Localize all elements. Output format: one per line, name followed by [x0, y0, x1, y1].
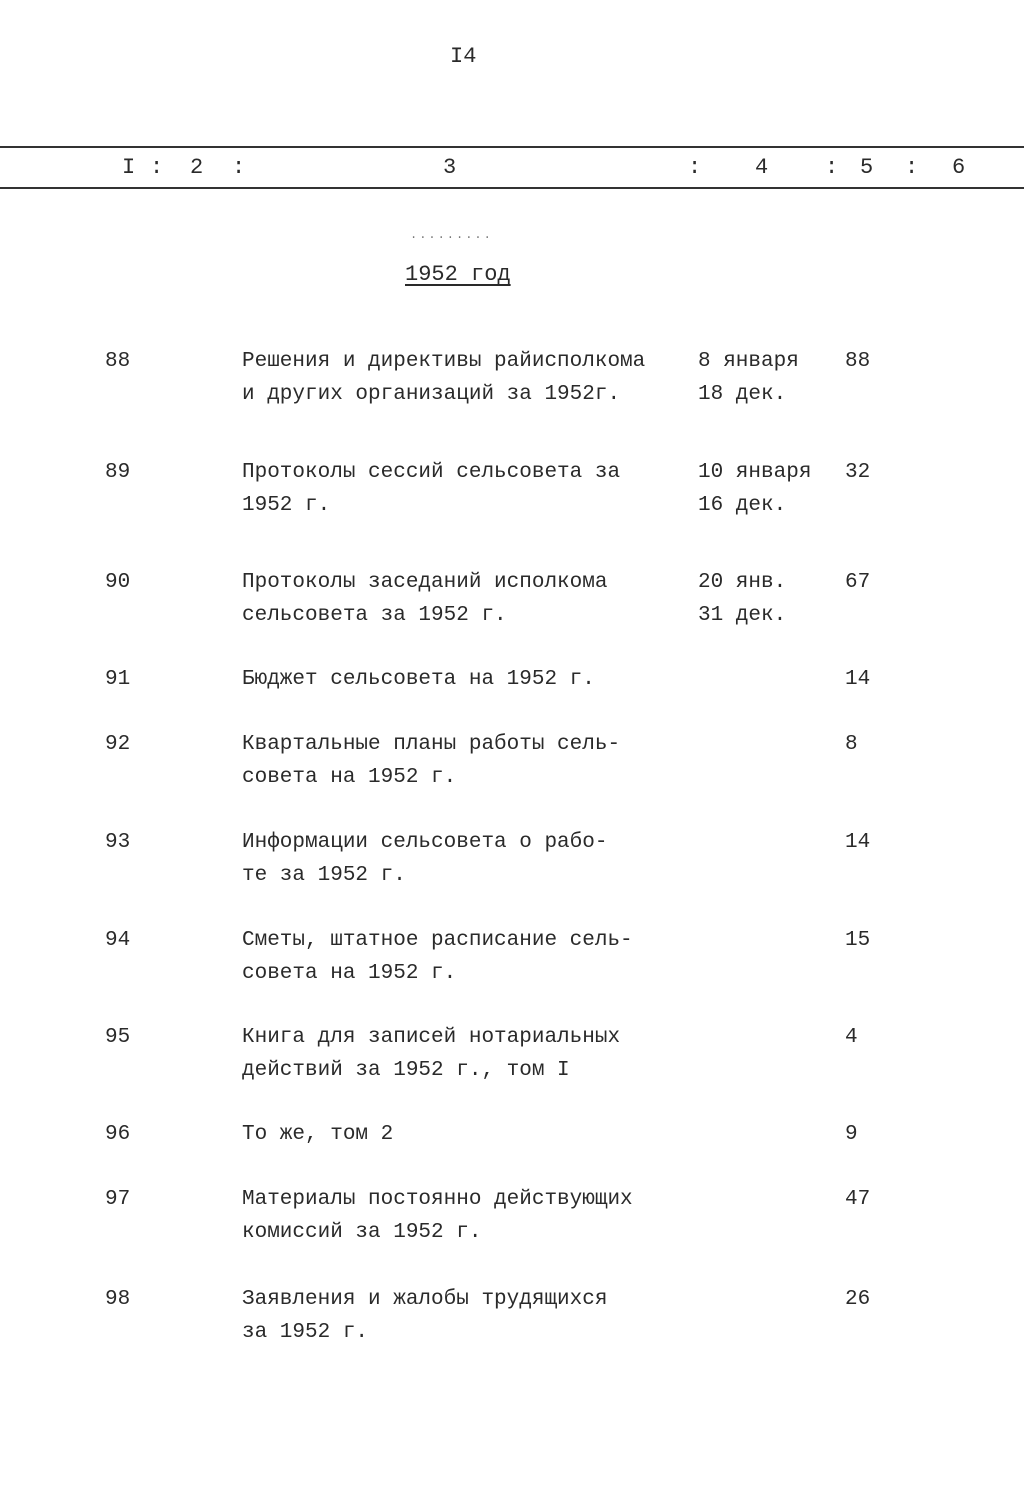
row-title — [242, 456, 620, 522]
row-sheet-count: 8 — [845, 733, 858, 756]
row-number: 91 — [105, 668, 131, 691]
row-title — [242, 924, 633, 990]
title-line: Заявления и жалобы трудящихся — [242, 1288, 608, 1311]
row-sheet-count: 14 — [845, 831, 871, 854]
row-number: 89 — [105, 461, 131, 484]
row-title — [242, 1118, 393, 1151]
column-separator: : — [150, 155, 164, 180]
row-sheet-count: 26 — [845, 1288, 871, 1311]
row-number: 97 — [105, 1188, 131, 1211]
row-title — [242, 345, 645, 411]
date-line: 18 дек. — [698, 383, 787, 406]
date-line: 31 дек. — [698, 604, 787, 627]
column-header-4: 4 — [755, 155, 769, 180]
header-top-rule — [0, 146, 1024, 148]
row-sheet-count: 88 — [845, 350, 871, 373]
column-separator: : — [232, 155, 246, 180]
row-number: 96 — [105, 1123, 131, 1146]
title-line: комиссий за 1952 г. — [242, 1221, 482, 1244]
title-line: Материалы постоянно действующих — [242, 1188, 633, 1211]
title-line: Протоколы заседаний исполкома — [242, 571, 608, 594]
row-title — [242, 1283, 607, 1349]
row-dates — [698, 456, 811, 522]
section-title: 1952 год — [405, 262, 511, 287]
row-dates — [698, 566, 786, 632]
row-title — [242, 728, 620, 794]
column-header-2: 2 — [190, 155, 204, 180]
row-title — [242, 1021, 620, 1087]
column-header-1: I — [122, 155, 136, 180]
title-line: Сметы, штатное расписание сель- — [242, 929, 633, 952]
header-bottom-rule — [0, 187, 1024, 189]
column-header-3: 3 — [443, 155, 457, 180]
title-line: сельсовета за 1952 г. — [242, 604, 507, 627]
row-title — [242, 826, 607, 892]
column-header-6: 6 — [952, 155, 966, 180]
title-line: действий за 1952 г., том I — [242, 1059, 570, 1082]
row-sheet-count: 32 — [845, 461, 871, 484]
row-sheet-count: 15 — [845, 929, 871, 952]
row-title — [242, 663, 595, 696]
title-line: Книга для записей нотариальных — [242, 1026, 621, 1049]
page-number: I4 — [450, 44, 477, 69]
row-number: 94 — [105, 929, 131, 952]
title-line: Решения и директивы райисполкома — [242, 350, 646, 373]
column-header-5: 5 — [860, 155, 874, 180]
row-number: 98 — [105, 1288, 131, 1311]
title-line: Бюджет сельсовета на 1952 г. — [242, 668, 595, 691]
row-sheet-count: 47 — [845, 1188, 871, 1211]
title-line: те за 1952 г. — [242, 864, 406, 887]
row-dates — [698, 345, 799, 411]
title-line: Квартальные планы работы сель- — [242, 733, 621, 756]
dotted-mark: ......... — [410, 228, 493, 242]
title-line: Информации сельсовета о рабо- — [242, 831, 608, 854]
row-number: 93 — [105, 831, 131, 854]
title-line: Протоколы сессий сельсовета за — [242, 461, 621, 484]
column-separator: : — [688, 155, 702, 180]
column-separator: : — [905, 155, 919, 180]
date-line: 10 января — [698, 461, 812, 484]
row-title — [242, 566, 607, 632]
title-line: То же, том 2 — [242, 1123, 394, 1146]
date-line: 8 января — [698, 350, 799, 373]
date-line: 20 янв. — [698, 571, 787, 594]
row-number: 88 — [105, 350, 131, 373]
row-number: 92 — [105, 733, 131, 756]
row-sheet-count: 9 — [845, 1123, 858, 1146]
title-line: за 1952 г. — [242, 1321, 369, 1344]
title-line: совета на 1952 г. — [242, 962, 457, 985]
title-line: совета на 1952 г. — [242, 766, 457, 789]
date-line: 16 дек. — [698, 494, 787, 517]
column-separator: : — [825, 155, 839, 180]
row-title — [242, 1183, 633, 1249]
row-sheet-count: 14 — [845, 668, 871, 691]
title-line: и других организаций за 1952г. — [242, 383, 621, 406]
row-number: 95 — [105, 1026, 131, 1049]
row-sheet-count: 4 — [845, 1026, 858, 1049]
title-line: 1952 г. — [242, 494, 331, 517]
row-sheet-count: 67 — [845, 571, 871, 594]
row-number: 90 — [105, 571, 131, 594]
